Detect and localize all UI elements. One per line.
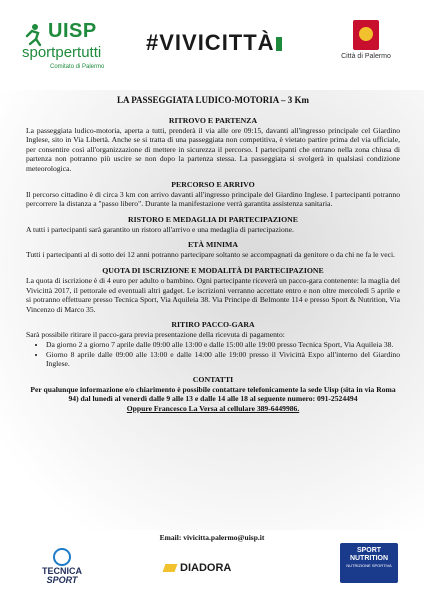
- section-text: Tutti i partecipanti al di sotto dei 12 anni potranno partecipare soltanto se accompagnati da genitore o da chi ne fa le veci.: [26, 250, 395, 260]
- palermo-logo: [336, 20, 396, 80]
- contact-alt-phone: Oppure Francesco La Versa al cellulare 389-6449986.: [126, 403, 300, 413]
- event-title: LA PASSEGGIATA LUDICO-MOTORIA – 3 Km: [116, 95, 310, 105]
- list-item: • Giorno 8 aprile dalle 09:00 alle 13:00 e dalle 14:00 alle 19:00 presso il Vivicittà Expo all'interno del Giardino Inglese.: [46, 350, 400, 369]
- uisp-caption: Comitato di Palermo: [50, 64, 105, 70]
- sn-line-2: NUTRITION: [349, 555, 389, 562]
- uisp-subtitle: sportpertutti: [22, 44, 102, 61]
- sn-line-3: NUTRIZIONE SPORTIVA: [346, 563, 392, 568]
- section-heading: ETÀ MINIMA: [187, 240, 239, 250]
- contact-text: Per qualunque informazione e/o chiarimento è possibile contattare telefonicamente la sede Uisp (sita in via Roma 94) dal lunedì al venerdì dalle 9 alle 13 e dalle 14 alle 18 al seguente numero: 091-2524494: [30, 384, 396, 404]
- palermo-caption: Città di Palermo: [341, 53, 391, 60]
- sport-nutrition-logo: [340, 543, 398, 583]
- section-heading: RISTORO E MEDAGLIA DI PARTECIPAZIONE: [128, 214, 298, 224]
- section-contatti: [26, 375, 400, 414]
- flyer-content: [26, 96, 400, 419]
- vivicitta-tag-icon: [276, 37, 282, 51]
- section-heading: CONTATTI: [192, 374, 234, 384]
- uisp-wordmark: UISP: [48, 20, 97, 42]
- tecnica-word: TECNICA: [42, 566, 82, 576]
- section-text: La passeggiata ludico-motoria, aperta a tutti, prenderà il via alle ore 09:15, davanti all'ingresso principale cel Giardino Inglese, sito in Via Libertà. Anche se si tratta di una passeggiata non competitiva, è vietato partire prima del via ufficiale, per consentire così all'organizzazione di mettere in sicurezza il percorso. I partecipanti che entrano nella zona chiusa di partenza non potranno più uscire se non dopo la partenza stessa. La passeggiata si svolgerà in qualsiasi condizione meteorologica.: [26, 125, 400, 173]
- palermo-crest-icon: [353, 20, 379, 50]
- section-ritrovo: [26, 116, 400, 174]
- contact-email: Email: vivicitta.palermo@uisp.it: [159, 533, 265, 542]
- diadora-logo: [164, 562, 231, 574]
- list-item: • Da giorno 2 a giorno 7 aprile dalle 09:00 alle 13:00 e dalle 15:00 alle 19:00 presso Tecnica Sport, Via Aquileia 38.: [46, 340, 400, 350]
- section-eta: [26, 240, 400, 260]
- uisp-logo: [20, 20, 125, 78]
- section-text: A tutti i partecipanti sarà garantito un ristoro all'arrivo e una medaglia di partecipazione.: [26, 224, 294, 234]
- section-heading: RITROVO E PARTENZA: [168, 115, 258, 125]
- section-quota: [26, 266, 400, 314]
- section-text: Sarà possibile ritirare il pacco-gara previa presentazione della ricevuta di pagamento:: [26, 330, 285, 340]
- section-text: Il percorso cittadino è di circa 3 km con arrivo davanti all'ingresso principale del Giardino Inglese. I partecipanti potranno percorrere la distanza a "passo libero". Durante la manifestazione verrà garantita assistenza sanitaria.: [26, 189, 400, 209]
- sn-line-1: SPORT: [356, 547, 382, 554]
- section-ristoro: [26, 215, 400, 235]
- diadora-mark-icon: [163, 564, 178, 572]
- section-text: La quota di iscrizione è di 4 euro per adulto o bambino. Ogni partecipante riceverà un pacco-gara contenente: la maglia del Vivicittà 2017, il pettorale ed eventuali altri gadget. Le iscrizioni verranno accettate entro e non oltre mercoledì 5 aprile e si potranno effettuare presso Tecnica Sport, Via Aquileia 38. Via Principe di Belmonte 114 e presso Sport & Nutrition, Via Vincenzo di Marco 35.: [26, 275, 400, 314]
- section-ritiro: [26, 320, 400, 368]
- section-percorso: [26, 180, 400, 209]
- sport-word: SPORT: [46, 575, 78, 585]
- diadora-word: DIADORA: [180, 562, 232, 574]
- section-heading: QUOTA DI ISCRIZIONE E MODALITÀ DI PARTECIPAZIONE: [102, 265, 324, 275]
- ritiro-list: [26, 340, 400, 369]
- tecnica-ring-icon: [53, 548, 71, 566]
- vivicitta-logo: [146, 30, 282, 56]
- section-heading: RITIRO PACCO-GARA: [171, 320, 255, 330]
- tecnica-sport-logo: [34, 548, 90, 585]
- section-heading: PERCORSO E ARRIVO: [171, 179, 255, 189]
- vivicitta-wordmark: #VIVICITTÀ: [146, 30, 275, 55]
